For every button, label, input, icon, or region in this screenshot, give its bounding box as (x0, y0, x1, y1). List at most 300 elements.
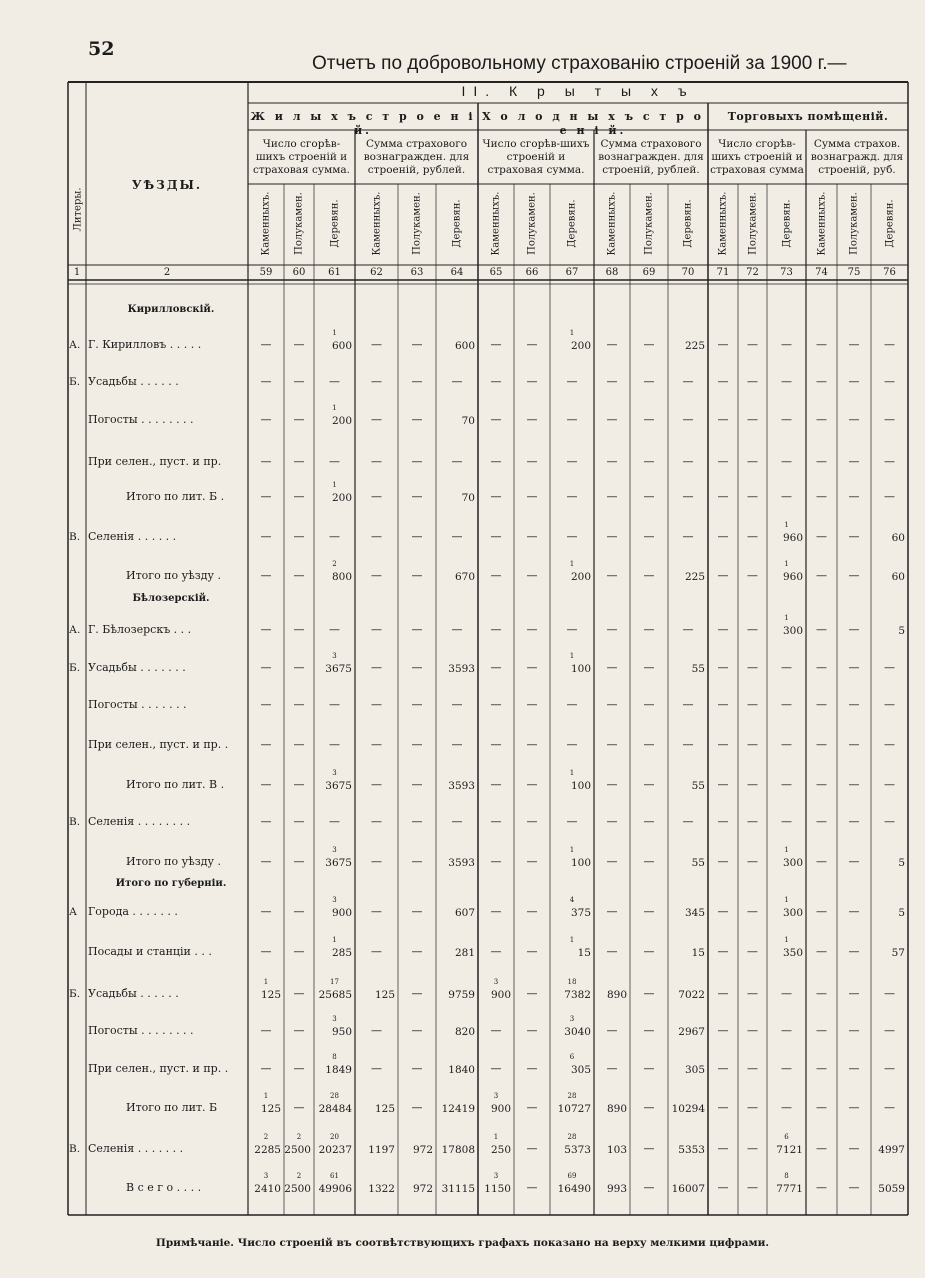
empty-cell: — (606, 815, 618, 828)
empty-cell: — (566, 738, 578, 751)
value-cell: 70 (461, 415, 475, 427)
value-cell: 900 (490, 989, 511, 1001)
empty-cell: — (816, 490, 827, 503)
row-letter: В. (69, 816, 81, 828)
empty-cell: — (526, 778, 538, 791)
empty-cell: — (260, 338, 272, 351)
empty-cell: — (643, 945, 655, 958)
column-number: 59 (259, 267, 273, 278)
value-cell: 55 (691, 780, 705, 792)
empty-cell: — (643, 623, 655, 636)
column-number: 72 (746, 267, 759, 278)
empty-cell: — (884, 698, 895, 711)
empty-cell: — (717, 338, 729, 351)
value-cell: 200 (570, 340, 591, 352)
material-header: Деревян. (884, 198, 895, 248)
empty-cell: — (526, 738, 538, 751)
count-superscript: 3 (332, 846, 337, 854)
empty-cell: — (371, 413, 382, 426)
column-number: 1 (73, 267, 81, 278)
value-cell: 1849 (325, 1064, 352, 1076)
value-cell: 900 (331, 907, 352, 919)
row-label: Итого по уѣзду . (126, 569, 221, 582)
empty-cell: — (884, 455, 895, 468)
group-header: Ж и л ы х ъ с т р о е н і й. (250, 110, 476, 137)
value-cell: 3675 (325, 857, 352, 869)
empty-cell: — (490, 698, 502, 711)
row-label: Итого по лит. Б . (126, 490, 225, 503)
row-label: Селенія . . . . . . (88, 530, 177, 543)
empty-cell: — (566, 490, 578, 503)
empty-cell: — (747, 855, 758, 868)
empty-cell: — (490, 945, 502, 958)
empty-cell: — (293, 738, 305, 751)
empty-cell: — (747, 338, 758, 351)
empty-cell: — (293, 530, 305, 543)
empty-cell: — (884, 490, 895, 503)
column-number: 69 (642, 267, 656, 278)
value-cell: 960 (782, 532, 803, 544)
empty-cell: — (884, 661, 895, 674)
empty-cell: — (293, 1101, 305, 1114)
count-superscript: 3 (332, 1015, 337, 1023)
empty-cell: — (526, 455, 538, 468)
page-number: 52 (88, 38, 115, 60)
value-cell: 375 (570, 907, 591, 919)
empty-cell: — (526, 698, 538, 711)
material-header: Деревян. (682, 198, 694, 248)
value-cell: 600 (454, 340, 475, 352)
empty-cell: — (526, 1181, 538, 1194)
empty-cell: — (781, 1024, 792, 1037)
column-subheader: Число сгорѣв-шихъ строеній и страховая сумма. (482, 138, 590, 176)
empty-cell: — (747, 945, 758, 958)
count-superscript: 1 (493, 1133, 499, 1141)
count-superscript: 28 (330, 1092, 339, 1100)
empty-cell: — (293, 490, 305, 503)
empty-cell: — (717, 1062, 729, 1075)
value-cell: 993 (606, 1183, 627, 1195)
empty-cell: — (490, 569, 502, 582)
empty-cell: — (848, 945, 860, 958)
group-title: Итого по губерніи. (115, 878, 227, 889)
value-cell: 820 (454, 1026, 475, 1038)
empty-cell: — (606, 738, 618, 751)
empty-cell: — (848, 698, 860, 711)
value-cell: 200 (331, 415, 352, 427)
empty-cell: — (293, 413, 305, 426)
empty-cell: — (747, 413, 758, 426)
value-cell: 31115 (441, 1183, 475, 1195)
value-cell: 25685 (318, 989, 352, 1001)
empty-cell: — (371, 815, 382, 828)
empty-cell: — (526, 815, 538, 828)
empty-cell: — (816, 855, 827, 868)
empty-cell: — (260, 855, 272, 868)
empty-cell: — (781, 1101, 792, 1114)
empty-cell: — (490, 661, 502, 674)
count-superscript: 1 (784, 560, 789, 568)
empty-cell: — (371, 530, 382, 543)
column-number: 60 (292, 267, 306, 278)
empty-cell: — (643, 905, 655, 918)
empty-cell: — (781, 661, 792, 674)
empty-cell: — (747, 1062, 758, 1075)
count-superscript: 3 (493, 1092, 499, 1100)
empty-cell: — (643, 855, 655, 868)
material-header: Полукамен. (643, 191, 655, 255)
empty-cell: — (606, 945, 618, 958)
empty-cell: — (643, 455, 655, 468)
column-number: 61 (328, 267, 341, 278)
empty-cell: — (606, 413, 618, 426)
count-superscript: 4 (569, 896, 575, 904)
empty-cell: — (490, 1024, 502, 1037)
value-cell: 250 (490, 1144, 511, 1156)
empty-cell: — (816, 1181, 827, 1194)
empty-cell: — (526, 1062, 538, 1075)
empty-cell: — (816, 530, 827, 543)
empty-cell: — (371, 569, 382, 582)
uezd-header: УѢЗДЫ. (131, 178, 203, 192)
empty-cell: — (747, 530, 758, 543)
value-cell: 3040 (564, 1026, 591, 1038)
empty-cell: — (293, 987, 305, 1000)
empty-cell: — (717, 778, 729, 791)
value-cell: 57 (891, 947, 905, 959)
empty-cell: — (526, 945, 538, 958)
empty-cell: — (490, 855, 502, 868)
row-label: Селенія . . . . . . . . (88, 815, 191, 828)
group-title: Кирилловскій. (127, 304, 215, 315)
empty-cell: — (411, 698, 423, 711)
empty-cell: — (526, 987, 538, 1000)
row-label: Усадьбы . . . . . . (88, 375, 179, 388)
empty-cell: — (747, 661, 758, 674)
empty-cell: — (643, 413, 655, 426)
material-header: Деревян. (566, 198, 578, 248)
empty-cell: — (717, 455, 729, 468)
empty-cell: — (293, 569, 305, 582)
value-cell: 3593 (448, 857, 475, 869)
row-label: Г. Кирилловъ . . . . . (88, 338, 202, 351)
empty-cell: — (884, 413, 895, 426)
count-superscript: 1 (263, 978, 269, 986)
material-header: Каменныхъ. (816, 191, 827, 255)
empty-cell: — (293, 623, 305, 636)
empty-cell: — (371, 738, 382, 751)
empty-cell: — (606, 1062, 618, 1075)
empty-cell: — (260, 1024, 272, 1037)
empty-cell: — (260, 490, 272, 503)
count-superscript: 3 (493, 1172, 499, 1180)
empty-cell: — (848, 569, 860, 582)
empty-cell: — (606, 338, 618, 351)
empty-cell: — (293, 945, 305, 958)
value-cell: 5 (898, 625, 905, 637)
empty-cell: — (747, 1181, 758, 1194)
empty-cell: — (411, 738, 423, 751)
row-label: Усадьбы . . . . . . . (88, 661, 186, 674)
count-superscript: 1 (569, 846, 575, 854)
section-header: II. К р ы т ы х ъ (461, 83, 695, 99)
empty-cell: — (848, 905, 860, 918)
empty-cell: — (293, 375, 305, 388)
empty-cell: — (490, 778, 502, 791)
empty-cell: — (848, 413, 860, 426)
empty-cell: — (411, 987, 423, 1000)
empty-cell: — (717, 698, 729, 711)
empty-cell: — (682, 815, 694, 828)
empty-cell: — (643, 490, 655, 503)
empty-cell: — (816, 738, 827, 751)
column-number: 70 (681, 267, 695, 278)
empty-cell: — (816, 987, 827, 1000)
empty-cell: — (411, 905, 423, 918)
empty-cell: — (490, 1062, 502, 1075)
empty-cell: — (371, 623, 382, 636)
count-superscript: 1 (569, 329, 575, 337)
count-superscript: 2 (296, 1133, 302, 1141)
count-superscript: 8 (332, 1053, 337, 1061)
empty-cell: — (682, 698, 694, 711)
empty-cell: — (411, 569, 423, 582)
empty-cell: — (566, 413, 578, 426)
row-label: При селен., пуст. и пр. . (88, 1062, 229, 1075)
empty-cell: — (781, 490, 792, 503)
empty-cell: — (451, 623, 463, 636)
value-cell: 55 (691, 857, 705, 869)
empty-cell: — (371, 905, 382, 918)
empty-cell: — (682, 738, 694, 751)
empty-cell: — (747, 738, 758, 751)
column-number: 63 (410, 267, 424, 278)
empty-cell: — (371, 855, 382, 868)
row-label: Итого по уѣзду . (126, 855, 221, 868)
count-superscript: 2 (263, 1133, 269, 1141)
empty-cell: — (682, 530, 694, 543)
value-cell: 10294 (671, 1103, 705, 1115)
empty-cell: — (526, 375, 538, 388)
empty-cell: — (717, 738, 729, 751)
row-label: Усадьбы . . . . . . (88, 987, 179, 1000)
empty-cell: — (717, 413, 729, 426)
empty-cell: — (816, 375, 827, 388)
empty-cell: — (643, 338, 655, 351)
count-superscript: 3 (332, 896, 337, 904)
empty-cell: — (411, 413, 423, 426)
value-cell: 300 (782, 625, 803, 637)
value-cell: 125 (260, 1103, 281, 1115)
empty-cell: — (781, 375, 792, 388)
value-cell: 125 (374, 1103, 395, 1115)
empty-cell: — (816, 698, 827, 711)
row-letter: А (69, 906, 77, 918)
empty-cell: — (816, 815, 827, 828)
count-superscript: 1 (332, 329, 337, 337)
count-superscript: 1 (332, 481, 337, 489)
material-header: Каменныхъ. (490, 191, 502, 255)
value-cell: 1840 (448, 1064, 475, 1076)
empty-cell: — (566, 698, 578, 711)
column-number: 68 (605, 267, 619, 278)
empty-cell: — (329, 738, 340, 751)
value-cell: 60 (891, 532, 905, 544)
empty-cell: — (717, 530, 729, 543)
empty-cell: — (643, 778, 655, 791)
empty-cell: — (260, 413, 272, 426)
value-cell: 7382 (564, 989, 591, 1001)
empty-cell: — (411, 530, 423, 543)
count-superscript: 3 (493, 978, 499, 986)
column-subheader: Число сгорѣв-шихъ строеній и страховая сумма (710, 138, 804, 176)
count-superscript: 20 (330, 1133, 339, 1141)
empty-cell: — (682, 490, 694, 503)
empty-cell: — (293, 1062, 305, 1075)
value-cell: 2285 (254, 1144, 281, 1156)
row-label: Города . . . . . . . (88, 905, 178, 918)
empty-cell: — (848, 490, 860, 503)
empty-cell: — (293, 455, 305, 468)
empty-cell: — (747, 1024, 758, 1037)
empty-cell: — (411, 1062, 423, 1075)
empty-cell: — (643, 987, 655, 1000)
empty-cell: — (848, 455, 860, 468)
empty-cell: — (260, 698, 272, 711)
footnote: Примѣчаніе. Число строеній въ соотвѣтствующихъ графахъ показано на верху мелкими цифрами. (155, 1237, 770, 1249)
empty-cell: — (566, 455, 578, 468)
empty-cell: — (717, 855, 729, 868)
empty-cell: — (816, 1062, 827, 1075)
row-label: Погосты . . . . . . . . (88, 413, 194, 426)
empty-cell: — (848, 375, 860, 388)
empty-cell: — (848, 815, 860, 828)
empty-cell: — (526, 1024, 538, 1037)
empty-cell: — (848, 661, 860, 674)
empty-cell: — (526, 569, 538, 582)
empty-cell: — (848, 1181, 860, 1194)
value-cell: 225 (684, 340, 705, 352)
count-superscript: 1 (263, 1092, 269, 1100)
material-header: Каменныхъ. (717, 191, 729, 255)
group-header: Х о л о д н ы х ъ с т р о е н і й. (482, 110, 704, 137)
empty-cell: — (816, 905, 827, 918)
empty-cell: — (643, 375, 655, 388)
material-header: Каменныхъ. (606, 191, 618, 255)
empty-cell: — (781, 338, 792, 351)
empty-cell: — (329, 375, 340, 388)
empty-cell: — (848, 855, 860, 868)
empty-cell: — (260, 815, 272, 828)
empty-cell: — (781, 778, 792, 791)
count-superscript: 3 (332, 769, 337, 777)
material-header: Полукамен. (411, 191, 423, 255)
empty-cell: — (816, 778, 827, 791)
value-cell: 103 (606, 1144, 627, 1156)
count-superscript: 18 (567, 978, 577, 986)
empty-cell: — (848, 1101, 860, 1114)
empty-cell: — (411, 815, 423, 828)
value-cell: 2500 (284, 1144, 311, 1156)
empty-cell: — (411, 490, 423, 503)
empty-cell: — (682, 375, 694, 388)
empty-cell: — (606, 778, 618, 791)
empty-cell: — (643, 815, 655, 828)
count-superscript: 1 (784, 896, 789, 904)
value-cell: 7022 (678, 989, 705, 1001)
value-cell: 960 (782, 571, 803, 583)
empty-cell: — (781, 815, 792, 828)
value-cell: 1322 (368, 1183, 395, 1195)
empty-cell: — (884, 375, 895, 388)
count-superscript: 1 (569, 652, 575, 660)
value-cell: 345 (684, 907, 705, 919)
empty-cell: — (816, 569, 827, 582)
value-cell: 200 (331, 492, 352, 504)
empty-cell: — (526, 1101, 538, 1114)
empty-cell: — (526, 1142, 538, 1155)
empty-cell: — (293, 905, 305, 918)
count-superscript: 28 (567, 1133, 577, 1141)
value-cell: 2967 (678, 1026, 705, 1038)
empty-cell: — (293, 815, 305, 828)
empty-cell: — (566, 815, 578, 828)
empty-cell: — (848, 1024, 860, 1037)
empty-cell: — (884, 1024, 895, 1037)
value-cell: 49906 (318, 1183, 352, 1195)
empty-cell: — (411, 455, 423, 468)
empty-cell: — (260, 375, 272, 388)
empty-cell: — (717, 623, 729, 636)
value-cell: 305 (570, 1064, 591, 1076)
row-letter: Б. (69, 376, 81, 388)
empty-cell: — (260, 738, 272, 751)
empty-cell: — (643, 1062, 655, 1075)
empty-cell: — (411, 1101, 423, 1114)
empty-cell: — (816, 623, 827, 636)
empty-cell: — (682, 623, 694, 636)
empty-cell: — (781, 738, 792, 751)
empty-cell: — (848, 530, 860, 543)
empty-cell: — (747, 1142, 758, 1155)
empty-cell: — (643, 698, 655, 711)
value-cell: 225 (684, 571, 705, 583)
empty-cell: — (293, 1024, 305, 1037)
empty-cell: — (717, 661, 729, 674)
count-superscript: 3 (332, 652, 337, 660)
column-subheader: Число сгорѣв-шихъ строеній и страховая сумма. (252, 138, 351, 176)
empty-cell: — (371, 455, 382, 468)
empty-cell: — (848, 1062, 860, 1075)
empty-cell: — (781, 698, 792, 711)
row-label: Селенія . . . . . . . (88, 1142, 184, 1155)
value-cell: 305 (684, 1064, 705, 1076)
empty-cell: — (490, 623, 502, 636)
empty-cell: — (747, 1101, 758, 1114)
value-cell: 12419 (441, 1103, 475, 1115)
value-cell: 28484 (318, 1103, 352, 1115)
empty-cell: — (371, 338, 382, 351)
count-superscript: 1 (784, 521, 789, 529)
material-header: Полукамен. (848, 191, 860, 255)
empty-cell: — (717, 905, 729, 918)
empty-cell: — (717, 1181, 729, 1194)
empty-cell: — (606, 569, 618, 582)
count-superscript: 1 (332, 936, 337, 944)
column-subheader: Сумма страхов. вознагражд. для строеній, руб. (810, 138, 904, 176)
empty-cell: — (747, 375, 758, 388)
empty-cell: — (747, 987, 758, 1000)
